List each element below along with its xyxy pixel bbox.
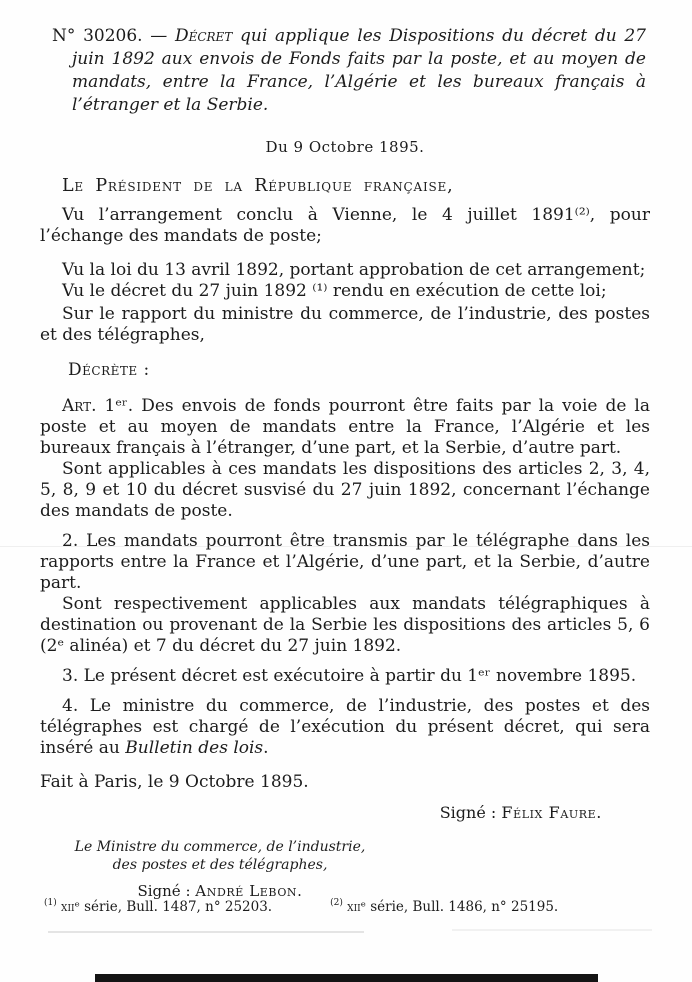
article-1-text: Des envois de fonds pourront être faits par la voie de la poste et au moyen de mandats entre la France, l’Algérie et les bureaux français à l’étranger, d’une part, et la Serbie, d’autre part. bbox=[40, 396, 650, 458]
minister-name: André Lebon. bbox=[195, 882, 303, 900]
signe-label-2: Signé : bbox=[137, 882, 196, 900]
footnote-2-marker: (2) bbox=[330, 898, 343, 908]
article-4-end: . bbox=[263, 738, 269, 758]
signe-label: Signé : bbox=[439, 803, 502, 822]
footnote-1 bbox=[44, 898, 272, 915]
minister-title-line-2: des postes et des télégraphes, bbox=[112, 857, 328, 873]
decree-date: Du 9 Octobre 1895. bbox=[265, 138, 425, 156]
article-4-text: 4. Le ministre du commerce, de l’industrie, des postes et des télégraphes est chargé de l’exécution du présent décret, qui sera inséré au bbox=[40, 696, 650, 758]
article-4 bbox=[40, 696, 650, 759]
article-2: 2. Les mandats pourront être transmis par le télégraphe dans les rapports entre la France et l’Algérie, d’une part, et la Serbie, d’autre part. bbox=[40, 531, 650, 593]
article-2-para-2: Sont respectivement applicables aux mandats télégraphiques à destination ou provenant de la Serbie les dispositions des articles 5, 6 (2ᵉ alinéa) et 7 du décret du 27 juin 1892. bbox=[40, 594, 650, 656]
scan-edge-black-bar bbox=[95, 974, 598, 982]
heading-separator: — bbox=[142, 26, 175, 46]
place-and-date: Fait à Paris, le 9 Octobre 1895. bbox=[40, 772, 309, 792]
recital-decret: Vu le décret du 27 juin 1892 ⁽¹⁾ rendu en exécution de cette loi; bbox=[62, 281, 607, 301]
president-name: Félix Faure. bbox=[501, 803, 602, 822]
decrete-word: Décrète : bbox=[68, 360, 150, 380]
decret-word: Décret bbox=[174, 26, 233, 46]
decree-title: qui applique les Dispositions du décret du 27 juin 1892 aux envois de Fonds faits par la poste, et au moyen de mandats, entre la France, l’Algérie et les bureaux français à l’étranger et la Serbie. bbox=[72, 26, 646, 115]
minister-title bbox=[40, 838, 400, 874]
article-3: 3. Le présent décret est exécutoire à partir du 1ᵉʳ novembre 1895. bbox=[62, 666, 637, 686]
footnote-1-text: ᵉ série, Bull. 1487, n° 25203. bbox=[74, 899, 273, 915]
footnotes bbox=[0, 898, 692, 915]
recital-rapport: Sur le rapport du ministre du commerce, de l’industrie, des postes et des télégraphes, bbox=[40, 304, 650, 345]
footnote-2-text: ᵉ série, Bull. 1486, n° 25195. bbox=[360, 899, 559, 915]
footnote-2 bbox=[330, 898, 558, 915]
scan-artifact-smudge bbox=[452, 929, 652, 931]
minister-title-line-1: Le Ministre du commerce, de l’industrie, bbox=[74, 839, 366, 855]
footnote-2-roman: xii bbox=[347, 899, 361, 915]
article-1-label: Art. 1ᵉʳ. bbox=[62, 396, 134, 416]
text-column bbox=[40, 25, 650, 900]
decree-heading bbox=[52, 25, 646, 117]
footnote-1-marker: (1) bbox=[44, 898, 57, 908]
president-signature bbox=[40, 803, 650, 822]
decree-number: N° 30206. bbox=[52, 26, 143, 46]
scan-artifact-line bbox=[0, 546, 692, 547]
article-1-para-2: Sont applicables à ces mandats les dispositions des articles 2, 3, 4, 5, 8, 9 et 10 du décret susvisé du 27 juin 1892, concernant l’échange des mandats de poste. bbox=[40, 459, 650, 521]
article-1 bbox=[40, 396, 650, 459]
scan-artifact-footnote-rule bbox=[48, 931, 364, 933]
footnote-1-roman: xii bbox=[61, 899, 75, 915]
recital-loi: Vu la loi du 13 avril 1892, portant approbation de cet arrangement; bbox=[62, 260, 646, 280]
salutation: Le Président de la République française, bbox=[62, 176, 454, 196]
recital-arrangement: Vu l’arrangement conclu à Vienne, le 4 juillet 1891⁽²⁾, pour l’échange des mandats de poste; bbox=[40, 205, 650, 246]
bulletin-des-lois: Bulletin des lois bbox=[125, 738, 264, 758]
